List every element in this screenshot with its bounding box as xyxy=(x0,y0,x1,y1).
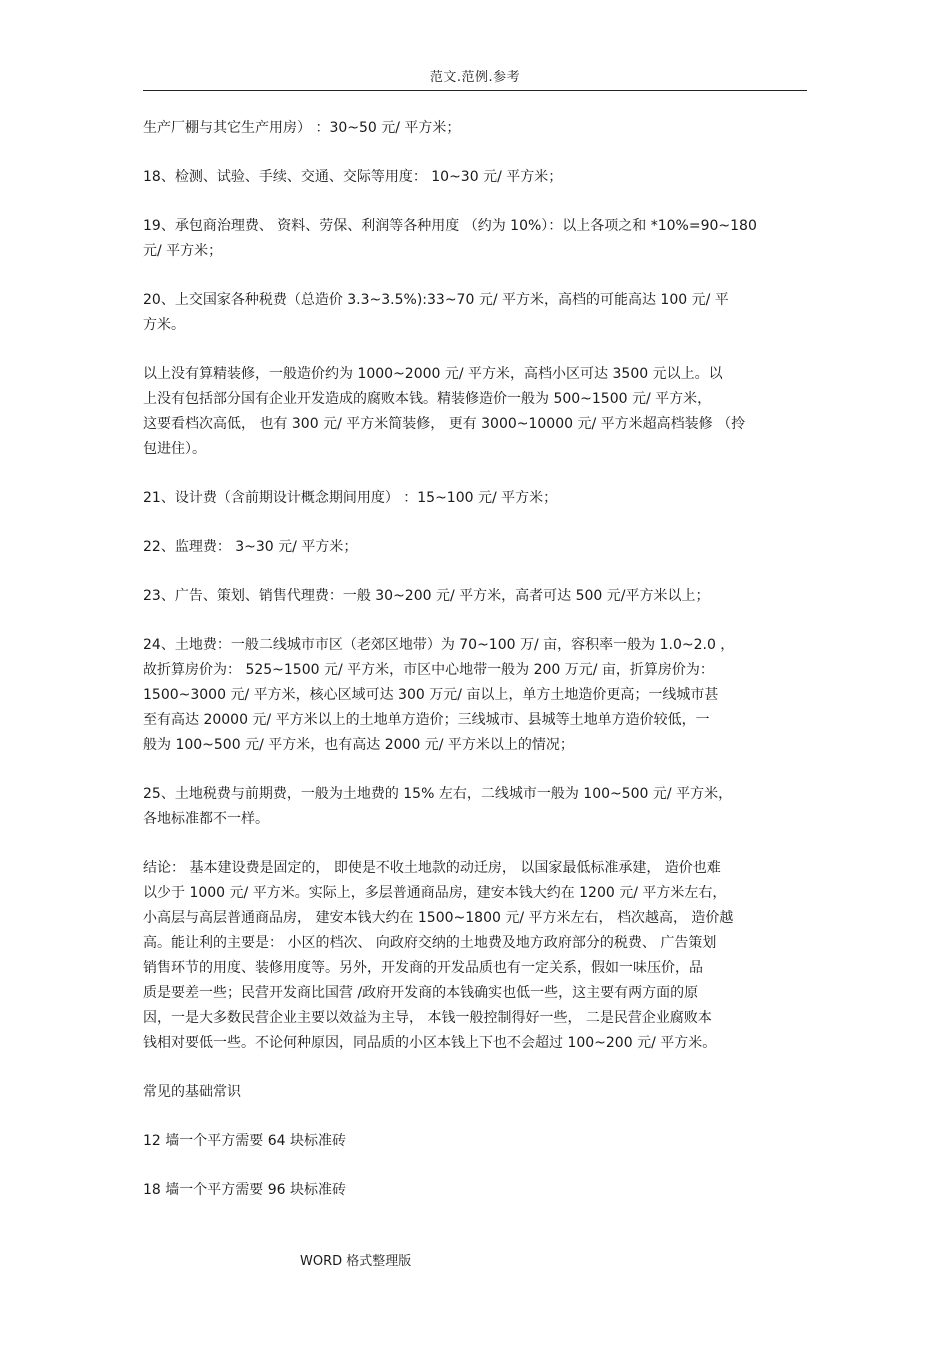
paragraph-line: 上没有包括部分国有企业开发造成的腐败本钱。精装修造价一般为 500~1500 元/ 平方米， xyxy=(143,391,712,407)
paragraph-line: 高。能让利的主要是： 小区的档次、 向政府交纳的土地费及地方政府部分的税费、 广告策划 xyxy=(143,935,717,951)
paragraph-line: 23、广告、策划、销售代理费：一般 30~200 元/ 平方米，高者可达 500 元/平方米以上； xyxy=(143,588,710,604)
paragraph xyxy=(143,1129,807,1154)
page-footer-label: WORD 格式整理版 xyxy=(300,1254,412,1269)
paragraph-line: 21、设计费（含前期设计概念期间用度） ：15~100 元/ 平方米； xyxy=(143,490,558,506)
paragraph-line: 故折算房价为： 525~1500 元/ 平方米，市区中心地带一般为 200 万元/ 亩，折算房价为： xyxy=(143,662,714,678)
paragraph-line: 元/ 平方米； xyxy=(143,243,223,259)
paragraph-line: 至有高达 20000 元/ 平方米以上的土地单方造价；三线城市、县城等土地单方造价较低，一 xyxy=(143,712,710,728)
document-body xyxy=(143,116,807,1227)
paragraph-line: 销售环节的用度、装修用度等。另外，开发商的开发品质也有一定关系，假如一味压价，品 xyxy=(143,960,703,976)
paragraph-line: 18、检测、试验、手续、交通、交际等用度： 10~30 元/ 平方米； xyxy=(143,169,563,185)
paragraph xyxy=(143,486,807,511)
paragraph xyxy=(143,1178,807,1203)
paragraph-line: 生产厂棚与其它生产用房） ：30~50 元/ 平方米； xyxy=(143,120,461,136)
paragraph-line: 24、土地费：一般二线城市市区（老郊区地带）为 70~100 万/ 亩，容积率一般为 1.0~2.0 ， xyxy=(143,637,735,653)
paragraph xyxy=(143,1080,807,1105)
paragraph xyxy=(143,214,807,264)
paragraph-line: 12 墙一个平方需要 64 块标准砖 xyxy=(143,1133,346,1149)
paragraph-line: 25、土地税费与前期费，一般为土地费的 15% 左右，二线城市一般为 100~500 元/ 平方米， xyxy=(143,786,733,802)
paragraph xyxy=(143,633,807,758)
paragraph xyxy=(143,116,807,141)
paragraph-line: 质是要差一些；民营开发商比国营 /政府开发商的本钱确实也低一些，这主要有两方面的原 xyxy=(143,985,699,1001)
header-divider xyxy=(143,90,807,91)
paragraph-line: 常见的基础常识 xyxy=(143,1084,241,1100)
paragraph xyxy=(143,535,807,560)
paragraph xyxy=(143,856,807,1056)
paragraph-line: 22、监理费： 3~30 元/ 平方米； xyxy=(143,539,358,555)
paragraph-line: 钱相对要低一些。不论何种原因，同品质的小区本钱上下也不会超过 100~200 元/ 平方米。 xyxy=(143,1035,717,1051)
paragraph xyxy=(143,362,807,462)
paragraph-line: 结论： 基本建设费是固定的， 即使是不收土地款的动迁房， 以国家最低标准承建， 造价也难 xyxy=(143,860,721,876)
paragraph xyxy=(143,782,807,832)
paragraph-line: 18 墙一个平方需要 96 块标准砖 xyxy=(143,1182,346,1198)
paragraph xyxy=(143,584,807,609)
paragraph-line: 20、上交国家各种税费（总造价 3.3~3.5%):33~70 元/ 平方米，高档的可能高达 100 元/ 平 xyxy=(143,292,729,308)
paragraph-line: 以上没有算精装修，一般造价约为 1000~2000 元/ 平方米，高档小区可达 3500 元以上。以 xyxy=(143,366,723,382)
paragraph-line: 各地标准都不一样。 xyxy=(143,811,269,827)
paragraph xyxy=(143,165,807,190)
paragraph-line: 19、承包商治理费、 资料、劳保、利润等各种用度 （约为 10%）：以上各项之和 *10%=90~180 xyxy=(143,218,757,234)
paragraph-line: 般为 100~500 元/ 平方米，也有高达 2000 元/ 平方米以上的情况； xyxy=(143,737,574,753)
paragraph-line: 这要看档次高低， 也有 300 元/ 平方米简装修， 更有 3000~10000 元/ 平方米超高档装修 （拎 xyxy=(143,416,746,432)
paragraph-line: 因，一是大多数民营企业主要以效益为主导， 本钱一般控制得好一些， 二是民营企业腐败本 xyxy=(143,1010,712,1026)
page-header-title: 范文.范例.参考 xyxy=(429,70,521,85)
paragraph-line: 包进住）。 xyxy=(143,441,206,457)
paragraph xyxy=(143,288,807,338)
paragraph-line: 小高层与高层普通商品房， 建安本钱大约在 1500~1800 元/ 平方米左右， 档次越高， 造价越 xyxy=(143,910,734,926)
paragraph-line: 方米。 xyxy=(143,317,185,333)
paragraph-line: 1500~3000 元/ 平方米，核心区域可达 300 万元/ 亩以上，单方土地造价更高；一线城市甚 xyxy=(143,687,719,703)
paragraph-line: 以少于 1000 元/ 平方米。实际上，多层普通商品房，建安本钱大约在 1200 元/ 平方米左右， xyxy=(143,885,727,901)
